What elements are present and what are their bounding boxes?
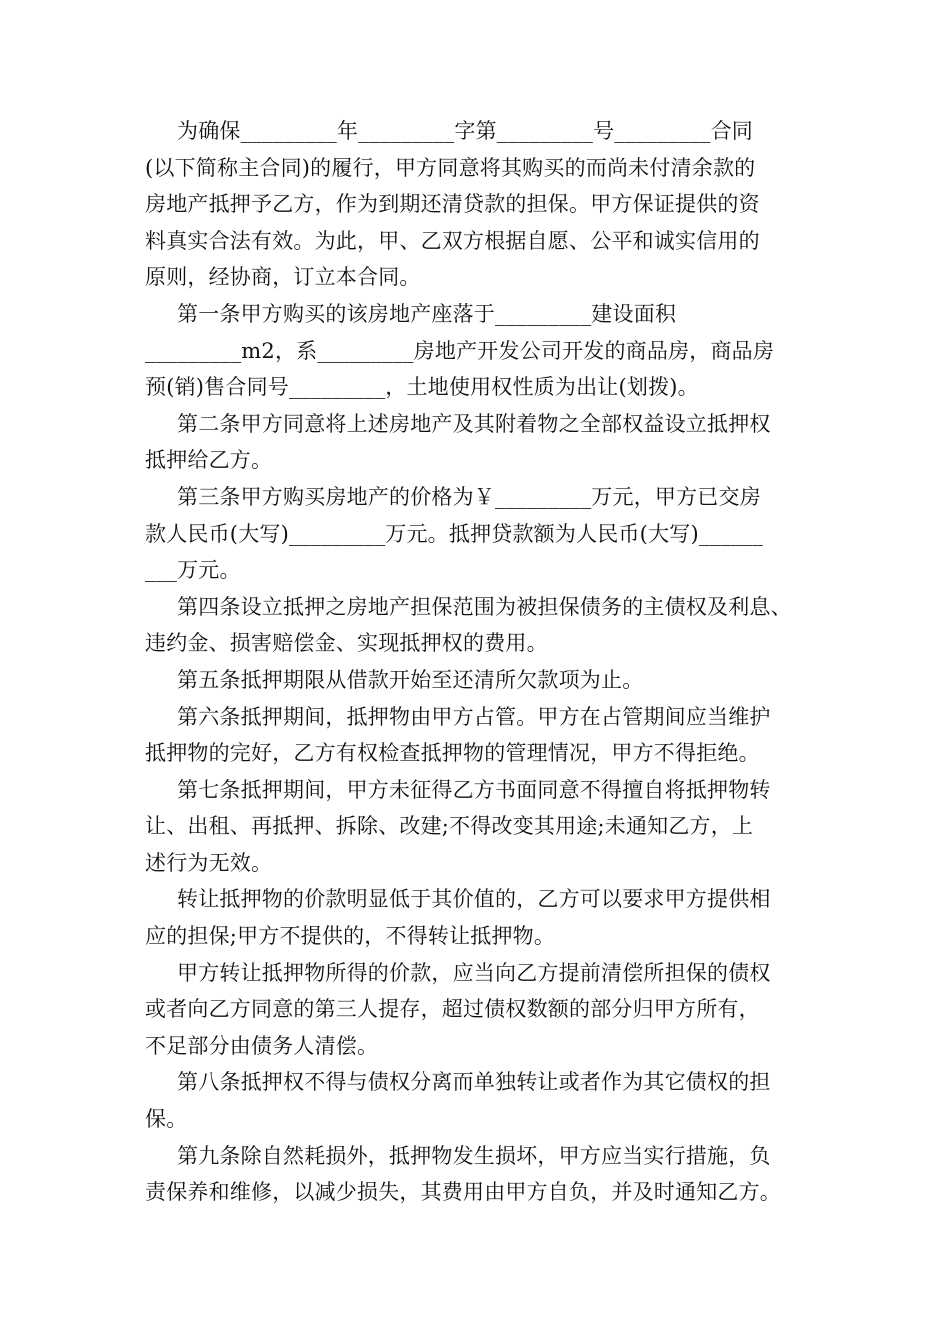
- text-line: 第四条设立抵押之房地产担保范围为被担保债务的主债权及利息、: [177, 594, 792, 619]
- text-line: 不足部分由债务人清偿。: [145, 1033, 379, 1058]
- text-line: _________m2，系_________房地产开发公司开发的商品房，商品房: [145, 338, 775, 363]
- text-line: 让、出租、再抵押、拆除、改建;不得改变其用途;未通知乙方，上: [145, 814, 754, 839]
- text-line: 保。: [145, 1107, 188, 1132]
- text-line: 转让抵押物的价款明显低于其价值的，乙方可以要求甲方提供相: [177, 887, 771, 912]
- text-line: 第八条抵押权不得与债权分离而单独转让或者作为其它债权的担: [177, 1070, 771, 1095]
- text-line: 预(销)售合同号_________，土地使用权性质为出让(划拨)。: [145, 375, 699, 400]
- text-line: 应的担保;甲方不提供的，不得转让抵押物。: [145, 924, 556, 949]
- text-line: 为确保_________年_________字第_________号_________合同: [177, 119, 753, 143]
- text-line: 第三条甲方购买房地产的价格为￥_________万元，甲方已交房: [177, 484, 761, 509]
- text-line: 第二条甲方同意将上述房地产及其附着物之全部权益设立抵押权: [177, 411, 771, 436]
- text-line: 述行为无效。: [145, 850, 273, 875]
- text-line: 第一条甲方购买的该房地产座落于_________建设面积: [177, 301, 677, 326]
- text-line: ___万元。: [145, 558, 241, 583]
- text-line: 料真实合法有效。为此，甲、乙双方根据自愿、公平和诚实信用的: [145, 228, 760, 253]
- text-line: 或者向乙方同意的第三人提存，超过债权数额的部分归甲方所有，: [145, 997, 760, 1022]
- text-line: 房地产抵押予乙方，作为到期还清贷款的担保。甲方保证提供的资: [145, 192, 760, 217]
- text-line: 责保养和维修，以减少损失，其费用由甲方自负，并及时通知乙方。: [145, 1180, 781, 1205]
- document-body: [145, 113, 817, 1211]
- text-line: 抵押物的完好，乙方有权检查抵押物的管理情况，甲方不得拒绝。: [145, 741, 760, 766]
- text-line: 第五条抵押期限从借款开始至还清所欠款项为止。: [177, 667, 644, 692]
- text-line: 第七条抵押期间，甲方未征得乙方书面同意不得擅自将抵押物转: [177, 777, 771, 802]
- text-line: 第九条除自然耗损外，抵押物发生损坏，甲方应当实行措施，负: [177, 1143, 771, 1168]
- text-line: 第六条抵押期间，抵押物由甲方占管。甲方在占管期间应当维护: [177, 704, 771, 729]
- text-line: 原则，经协商，订立本合同。: [145, 265, 421, 290]
- text-line: 甲方转让抵押物所得的价款，应当向乙方提前清偿所担保的债权: [177, 960, 771, 985]
- text-line: (以下简称主合同)的履行，甲方同意将其购买的而尚未付清余款的: [145, 155, 756, 180]
- text-line: 抵押给乙方。: [145, 448, 273, 473]
- text-line: 款人民币(大写)_________万元。抵押贷款额为人民币(大写)______: [145, 521, 764, 546]
- text-line: 违约金、损害赔偿金、实现抵押权的费用。: [145, 631, 548, 656]
